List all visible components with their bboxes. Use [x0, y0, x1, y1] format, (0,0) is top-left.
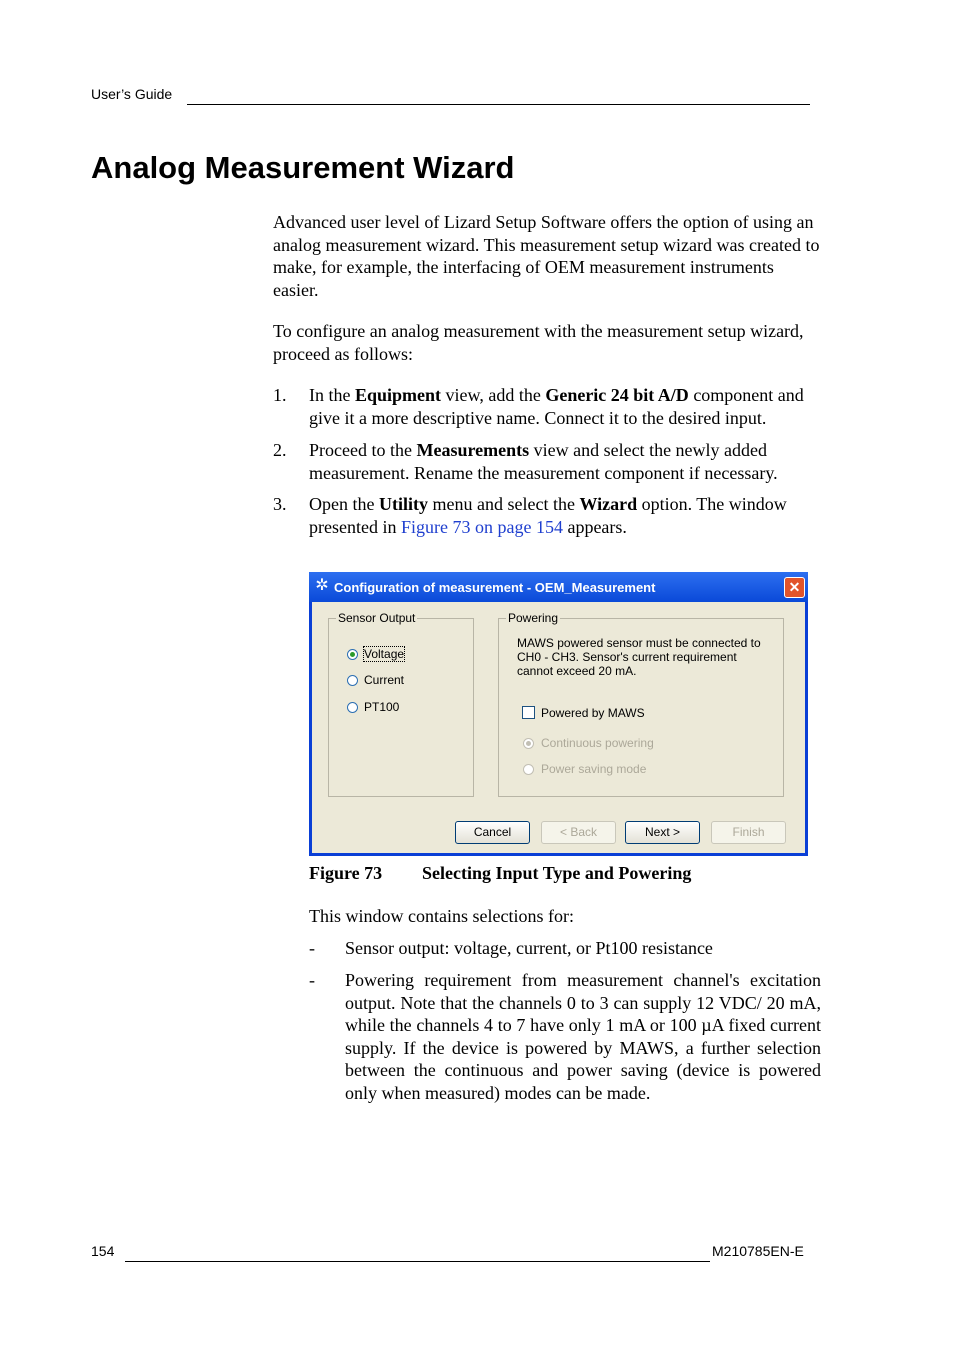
header-rule — [187, 104, 810, 105]
close-button[interactable]: ✕ — [784, 577, 805, 598]
continuous-powering-label[interactable]: Continuous powering — [541, 736, 654, 750]
current-radio[interactable] — [347, 675, 358, 686]
figure-link[interactable]: Figure 73 on page 154 — [400, 516, 563, 537]
power-saving-label[interactable]: Power saving mode — [541, 762, 647, 776]
step-number: 3. — [273, 494, 287, 514]
sensor-output-label: Sensor Output — [338, 611, 416, 625]
configuration-dialog — [309, 572, 808, 856]
voltage-radio[interactable] — [347, 649, 358, 660]
dialog-body — [312, 602, 805, 853]
after-figure-text: This window contains selections for: — [309, 906, 574, 926]
running-header: User’s Guide — [91, 86, 173, 102]
step-number: 1. — [273, 385, 287, 405]
power-saving-radio[interactable] — [523, 764, 534, 775]
voltage-label[interactable]: Voltage — [364, 647, 405, 661]
page-title: Analog Measurement Wizard — [91, 150, 515, 185]
document-code: M210785EN-E — [712, 1243, 804, 1259]
figure-label: Figure 73 — [309, 863, 383, 883]
powering-note: MAWS powered sensor must be connected to CH0 - CH3. Sensor's current requirement cannot exceed 20 mA. — [517, 636, 761, 678]
step-number: 2. — [273, 440, 287, 460]
pt100-radio[interactable] — [347, 702, 358, 713]
pt100-label[interactable]: PT100 — [364, 700, 400, 714]
dialog-title: Configuration of measurement - OEM_Measurement — [334, 580, 656, 595]
intro-paragraph-1: Advanced user level of Lizard Setup Software offers the option of using an analog measurement wizard. This measurement setup wizard was created to make, for example, the interfacing of OEM measurement instruments easier. — [273, 212, 820, 300]
finish-button[interactable]: Finish — [711, 821, 786, 844]
next-button[interactable]: Next > — [625, 821, 700, 844]
page-number: 154 — [91, 1243, 115, 1259]
back-button[interactable]: < Back — [541, 821, 616, 844]
cancel-button[interactable]: Cancel — [455, 821, 530, 844]
footer-rule — [125, 1261, 710, 1262]
current-label[interactable]: Current — [364, 673, 405, 687]
figure-caption: Selecting Input Type and Powering — [422, 863, 692, 883]
continuous-powering-radio[interactable] — [523, 738, 534, 749]
dialog-titlebar[interactable] — [309, 572, 808, 602]
powered-by-maws-checkbox[interactable] — [522, 706, 535, 719]
powering-label: Powering — [508, 611, 559, 625]
intro-paragraph-2: To configure an analog measurement with the measurement setup wizard, proceed as follows: — [273, 321, 804, 364]
powered-by-maws-label[interactable]: Powered by MAWS — [541, 706, 645, 720]
app-icon: ✲ — [315, 577, 329, 594]
